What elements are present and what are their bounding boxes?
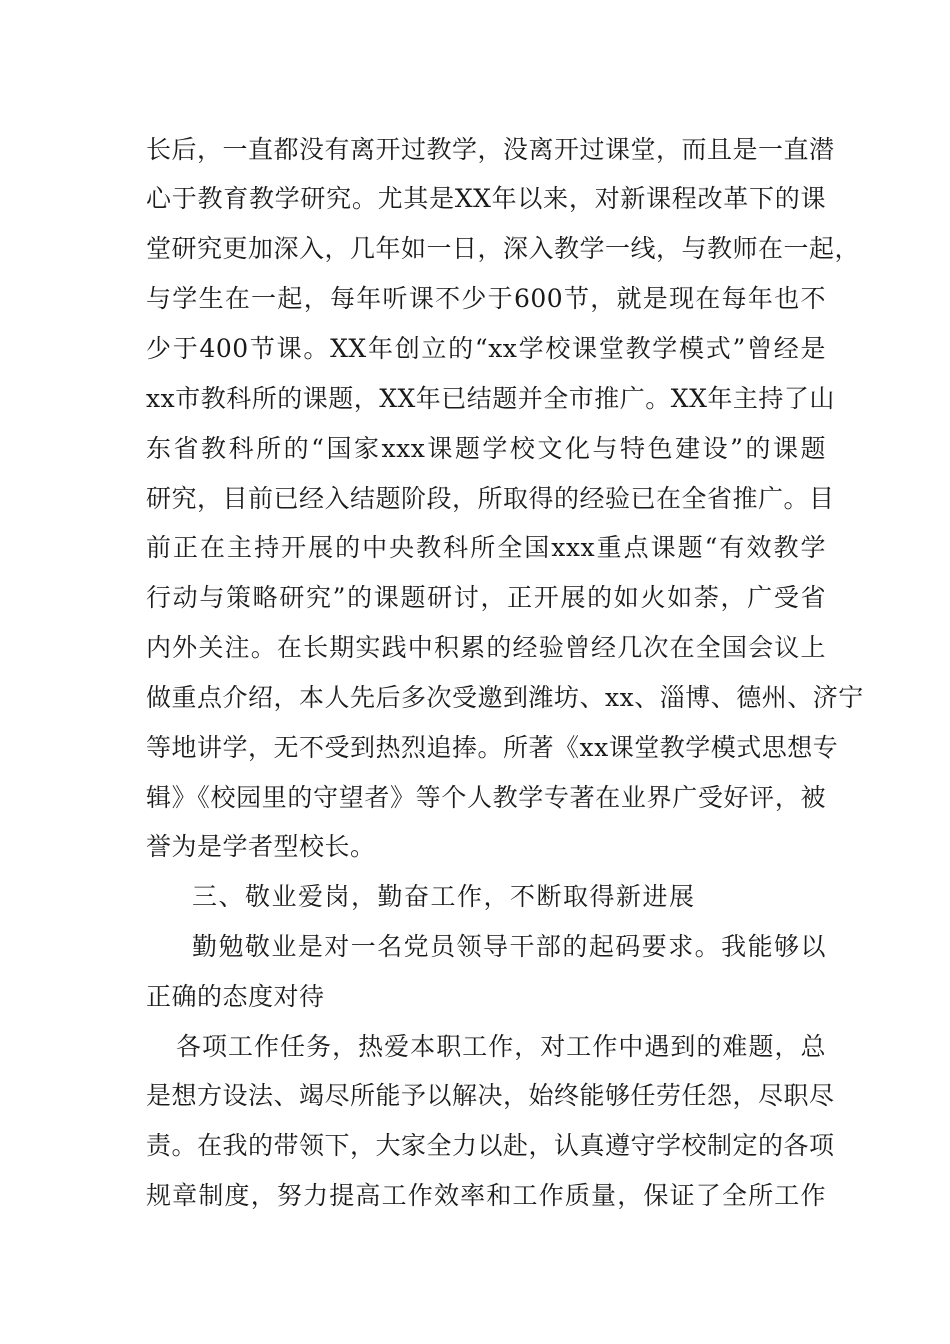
- paragraph-line: 誉为是学者型校长。: [146, 832, 376, 861]
- paragraph-line: 长后，一直都没有离开过教学，没离开过课堂，而且是一直潜: [146, 135, 835, 164]
- paragraph-line: 规章制度，努力提高工作效率和工作质量，保证了全所工作: [146, 1181, 826, 1210]
- paragraph-line: 各项工作任务，热爱本职工作，对工作中遇到的难题，总: [176, 1032, 826, 1061]
- paragraph-line: 正确的态度对待: [146, 982, 325, 1011]
- paragraph-line: 辑》《校园里的守望者》等个人教学专著在业界广受好评，被: [146, 783, 826, 812]
- paragraph-line: 行动与策略研究”的课题研讨，正开展的如火如荼，广受省: [146, 583, 826, 612]
- paragraph-line: 做重点介绍，本人先后多次受邀到潍坊、xx、淄博、德州、济宁: [146, 683, 864, 712]
- paragraph-line: 等地讲学，无不受到热烈追捧。所著《xx课堂教学模式思想专: [146, 733, 839, 762]
- paragraph-line: 是想方设法、竭尽所能予以解决，始终能够任劳任怨，尽职尽: [146, 1081, 835, 1110]
- paragraph-line: 与学生在一起，每年听课不少于600节，就是现在每年也不: [146, 284, 826, 313]
- paragraph-line: 责。在我的带领下，大家全力以赴，认真遵守学校制定的各项: [146, 1131, 835, 1160]
- paragraph-line: 前正在主持开展的中央教科所全国xxx重点课题“有效教学: [146, 533, 826, 562]
- paragraph-line: 心于教育教学研究。尤其是XX年以来，对新课程改革下的课: [146, 184, 826, 213]
- paragraph-line: xx市教科所的课题，XX年已结题并全市推广。XX年主持了山: [146, 384, 835, 413]
- paragraph-line: 东省教科所的“国家xxx课题学校文化与特色建设”的课题: [146, 434, 826, 463]
- paragraph-line: 勤勉敬业是对一名党员领导干部的起码要求。我能够以: [192, 932, 826, 961]
- paragraph-line: 堂研究更加深入，几年如一日，深入教学一线，与教师在一起，: [146, 234, 861, 263]
- paragraph-line: 内外关注。在长期实践中积累的经验曾经几次在全国会议上: [146, 633, 826, 662]
- paragraph-line: 少于400节课。XX年创立的“xx学校课堂教学模式”曾经是: [146, 334, 826, 363]
- paragraph-line: 研究，目前已经入结题阶段，所取得的经验已在全省推广。目: [146, 484, 835, 513]
- section-heading: 三、敬业爱岗，勤奋工作，不断取得新进展: [192, 882, 696, 911]
